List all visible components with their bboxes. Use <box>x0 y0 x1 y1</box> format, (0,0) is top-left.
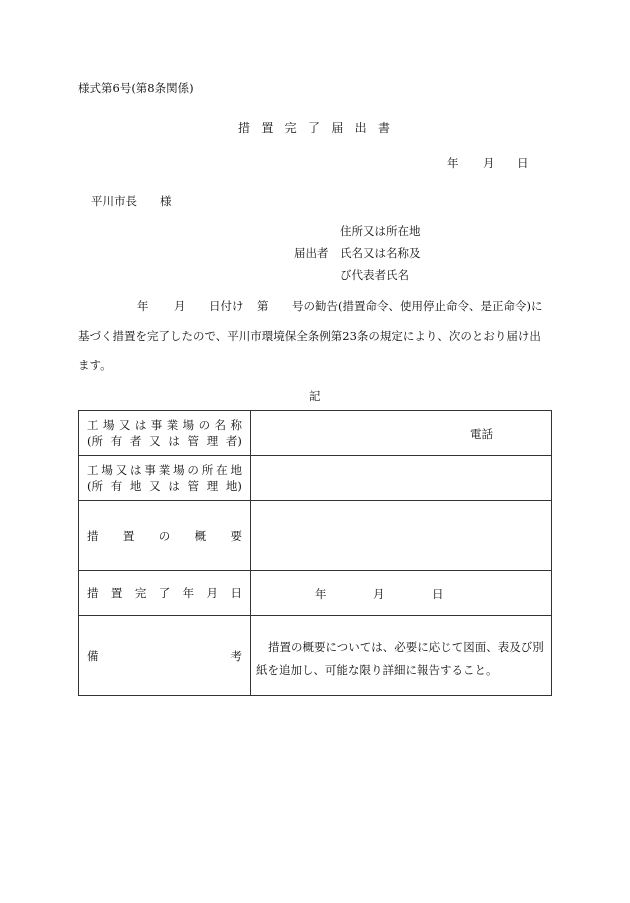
label-char: 措 <box>87 586 99 600</box>
body-line3: ます。 <box>78 358 112 372</box>
title-char: 措 <box>238 121 251 135</box>
label-char: の <box>187 463 199 477</box>
label-char: 完 <box>134 586 147 600</box>
label-char: 又 <box>149 434 161 448</box>
title-char: 書 <box>377 121 390 135</box>
label-char: 管 <box>187 479 200 493</box>
body-number-suffix: 号の勧告(措置命令、使用停止命令、是正命令)に <box>292 299 543 313</box>
completion-date-field[interactable] <box>251 571 552 616</box>
title-char: 了 <box>307 121 320 135</box>
label-char: 地) <box>225 479 242 493</box>
label-char: 又 <box>118 418 131 432</box>
applicant-label: 届出者 <box>294 246 329 260</box>
label-char: 場 <box>173 463 185 477</box>
ki-heading: 記 <box>309 389 321 403</box>
label-char: 名 <box>214 418 226 432</box>
label-char: の <box>158 528 171 543</box>
table-row <box>79 571 552 616</box>
applicant-address: 住所又は所在地 <box>340 224 421 238</box>
factory-location-field[interactable] <box>251 456 552 501</box>
measure-summary-field[interactable] <box>251 501 552 571</box>
label-char: 日 <box>230 586 242 600</box>
table-row <box>79 456 552 501</box>
label-char: 業 <box>158 463 171 477</box>
label-char: 理 <box>206 434 219 448</box>
label-char: の <box>198 418 211 432</box>
title-char: 届 <box>331 121 344 135</box>
body-number-prefix: 第 <box>257 299 269 313</box>
label-char: 事 <box>150 418 163 432</box>
label-char: 又 <box>149 479 161 493</box>
completion-month: 月 <box>373 587 385 601</box>
label-char: 考 <box>230 648 242 663</box>
label-char: 業 <box>166 418 179 432</box>
measure-summary-label <box>79 501 251 571</box>
label-char: 地 <box>129 479 142 493</box>
label-char: 月 <box>206 586 219 600</box>
applicant-name-line2: び代表者氏名 <box>340 268 409 282</box>
label-char: 有 <box>110 434 123 448</box>
completion-date-label <box>79 571 251 616</box>
addressee-honorific: 様 <box>160 194 172 208</box>
remarks-field[interactable] <box>251 616 552 696</box>
date-day: 日 <box>517 156 529 170</box>
completion-year: 年 <box>315 587 327 601</box>
label-char: は <box>168 434 180 448</box>
factory-name-field[interactable] <box>251 411 552 456</box>
label-char: (所 <box>87 479 103 493</box>
label-char: 地 <box>230 463 242 477</box>
remarks-line1: 措置の概要については、必要に応じて図面、表及び別 <box>268 640 544 654</box>
addressee-name: 平川市長 <box>91 194 137 208</box>
label-char: は <box>168 479 180 493</box>
label-char: 置 <box>122 528 135 543</box>
body-year: 年 <box>137 299 149 313</box>
label-char: 工 <box>87 463 99 477</box>
label-char: 又 <box>115 463 128 477</box>
label-char: 備 <box>87 648 99 663</box>
label-char: 所 <box>201 463 214 477</box>
label-char: (所 <box>87 434 103 448</box>
title-char: 置 <box>261 121 274 135</box>
label-char: 工 <box>87 418 99 432</box>
label-char: 事 <box>144 463 156 477</box>
form-table <box>78 410 552 696</box>
factory-name-label <box>79 411 251 456</box>
table-row <box>79 411 552 456</box>
body-day-dated: 日付け <box>209 299 244 313</box>
date-year: 年 <box>447 156 459 170</box>
remarks-line2: 紙を追加し、可能な限り詳細に報告すること。 <box>256 663 498 677</box>
label-char: 称 <box>230 418 242 432</box>
label-char: は <box>130 463 142 477</box>
label-char: 理 <box>206 479 219 493</box>
remarks-label <box>79 616 251 696</box>
body-line2: 基づく措置を完了したので、平川市環境保全条例第23条の規定により、次のとおり届け出 <box>78 329 541 343</box>
label-char: 在 <box>216 463 228 477</box>
label-char: 措 <box>87 528 99 543</box>
label-char: 年 <box>182 586 195 600</box>
completion-day: 日 <box>432 587 444 601</box>
label-char: 場 <box>102 418 115 432</box>
label-char: 管 <box>187 434 200 448</box>
phone-label: 電話 <box>470 427 493 441</box>
table-row <box>79 616 552 696</box>
label-char: 要 <box>230 528 242 543</box>
document-title <box>238 119 390 136</box>
form-number: 様式第6号(第8条関係) <box>78 81 194 95</box>
label-char: 概 <box>194 528 207 543</box>
title-char: 完 <box>284 121 297 135</box>
factory-location-label <box>79 456 251 501</box>
title-char: 出 <box>354 121 367 135</box>
label-char: 場 <box>101 463 113 477</box>
label-char: は <box>134 418 147 432</box>
date-month: 月 <box>483 156 495 170</box>
label-char: 有 <box>110 479 123 493</box>
label-char: 了 <box>158 586 171 600</box>
label-char: 者 <box>129 434 142 448</box>
applicant-name-line1: 氏名又は名称及 <box>340 246 421 260</box>
label-char: 者) <box>225 434 242 448</box>
body-month: 月 <box>174 299 186 313</box>
label-char: 場 <box>182 418 195 432</box>
table-row <box>79 501 552 571</box>
label-char: 置 <box>110 586 123 600</box>
